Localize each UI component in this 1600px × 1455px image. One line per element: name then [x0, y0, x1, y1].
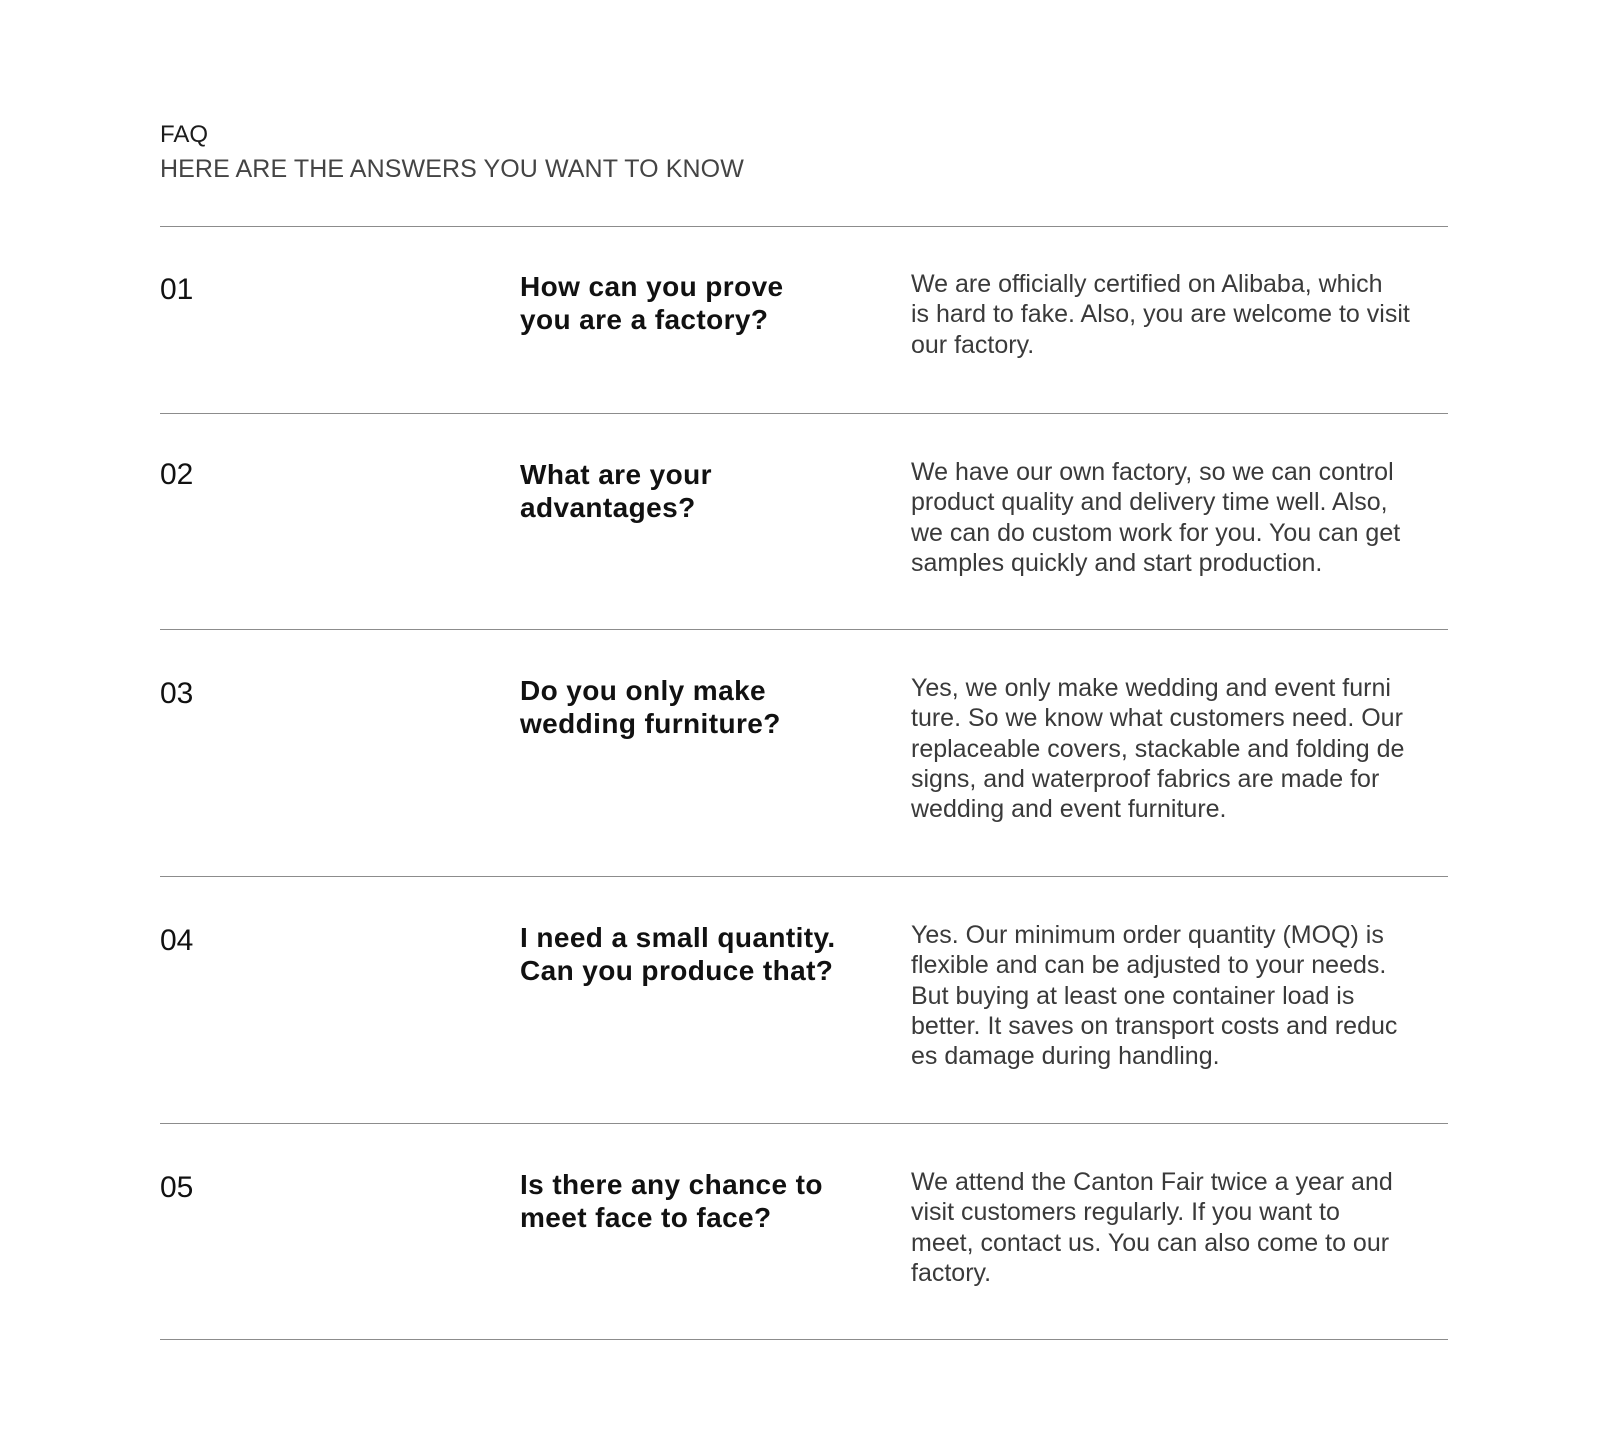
- faq-question-line: advantages?: [520, 492, 696, 523]
- faq-answer-line: But buying at least one container load is: [911, 981, 1355, 1010]
- faq-answer: [911, 457, 1456, 578]
- faq-number: 02: [160, 458, 194, 491]
- faq-question-line: I need a small quantity.: [520, 922, 836, 953]
- faq-item[interactable]: [160, 877, 1448, 1124]
- section-subtitle: HERE ARE THE ANSWERS YOU WANT TO KNOW: [160, 155, 744, 183]
- faq-answer-line: is hard to fake. Also, you are welcome to visit: [911, 300, 1410, 329]
- faq-list: [160, 226, 1448, 1340]
- faq-answer: [911, 1167, 1456, 1288]
- faq-answer-line: meet, contact us. You can also come to our: [911, 1228, 1390, 1257]
- faq-answer-line: visit customers regularly. If you want to: [911, 1198, 1340, 1227]
- faq-answer-line: better. It saves on transport costs and reduc: [911, 1011, 1398, 1040]
- faq-answer-line: wedding and event furniture.: [911, 795, 1227, 824]
- faq-item[interactable]: [160, 630, 1448, 877]
- faq-question: [520, 674, 870, 740]
- faq-question: [520, 921, 870, 987]
- faq-number: 03: [160, 677, 194, 710]
- faq-answer-line: es damage during handling.: [911, 1042, 1220, 1071]
- faq-answer-line: samples quickly and start production.: [911, 548, 1323, 577]
- section-label: FAQ: [160, 121, 209, 148]
- faq-number: 01: [160, 273, 194, 306]
- faq-answer-line: signs, and waterproof fabrics are made for: [911, 764, 1380, 793]
- faq-answer-line: flexible and can be adjusted to your needs.: [911, 951, 1387, 980]
- faq-question-line: Do you only make: [520, 675, 767, 706]
- faq-question-line: What are your: [520, 459, 712, 490]
- faq-answer-line: Yes, we only make wedding and event furni: [911, 674, 1391, 702]
- faq-answer-line: Yes. Our minimum order quantity (MOQ) is: [911, 921, 1384, 949]
- faq-answer: [911, 269, 1456, 360]
- faq-question-line: Is there any chance to: [520, 1169, 823, 1200]
- faq-question-line: How can you prove: [520, 271, 784, 302]
- faq-answer: [911, 673, 1456, 824]
- faq-number: 04: [160, 924, 194, 957]
- faq-header: [160, 121, 744, 185]
- faq-answer-line: We have our own factory, so we can control: [911, 458, 1394, 486]
- faq-answer-line: We attend the Canton Fair twice a year and: [911, 1168, 1393, 1196]
- faq-answer-line: replaceable covers, stackable and folding de: [911, 734, 1405, 763]
- faq-question-line: Can you produce that?: [520, 955, 834, 986]
- faq-question: [520, 458, 870, 524]
- faq-answer: [911, 920, 1456, 1071]
- faq-question-line: wedding furniture?: [520, 708, 781, 739]
- faq-item[interactable]: [160, 1124, 1448, 1340]
- faq-question: [520, 270, 870, 336]
- faq-item[interactable]: [160, 227, 1448, 414]
- faq-question: [520, 1168, 870, 1234]
- faq-item[interactable]: [160, 414, 1448, 630]
- faq-answer-line: ture. So we know what customers need. Our: [911, 704, 1403, 733]
- faq-answer-line: factory.: [911, 1258, 992, 1287]
- faq-question-line: meet face to face?: [520, 1202, 772, 1233]
- faq-answer-line: we can do custom work for you. You can get: [911, 518, 1401, 547]
- faq-question-line: you are a factory?: [520, 304, 769, 335]
- faq-answer-line: our factory.: [911, 330, 1035, 359]
- faq-answer-line: We are officially certified on Alibaba, which: [911, 270, 1383, 298]
- faq-number: 05: [160, 1171, 194, 1204]
- faq-answer-line: product quality and delivery time well. Also,: [911, 488, 1388, 517]
